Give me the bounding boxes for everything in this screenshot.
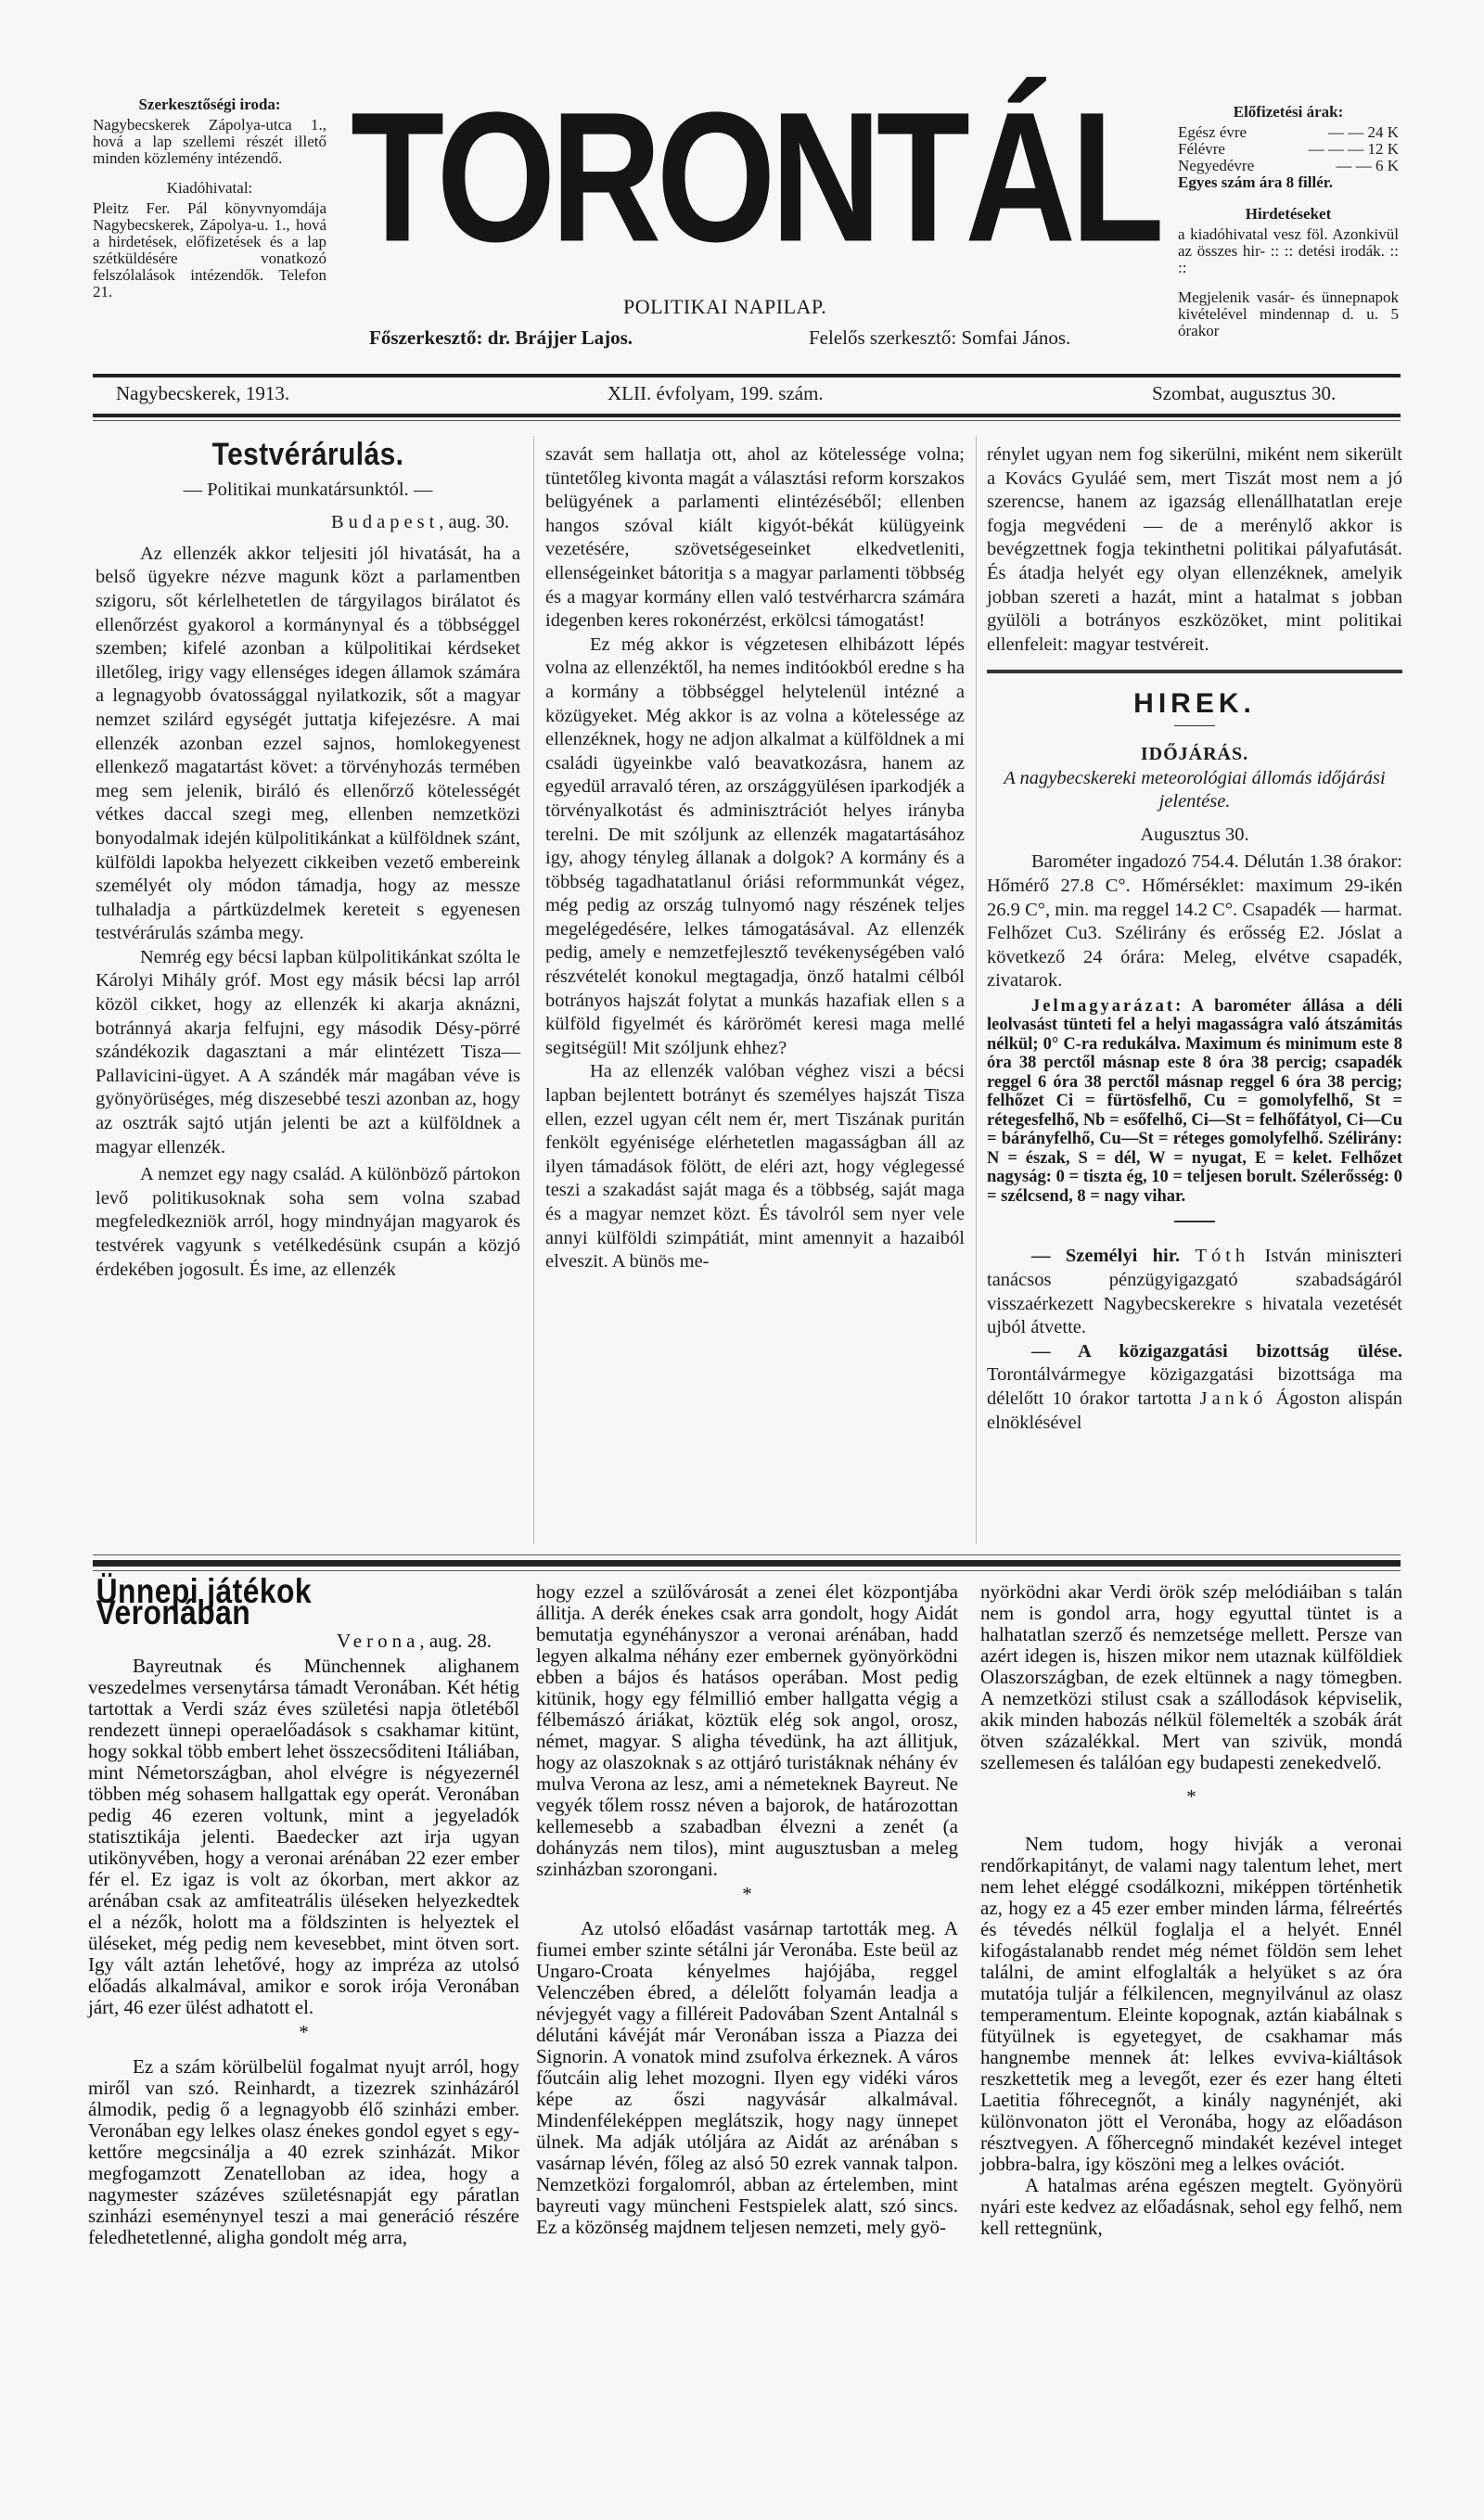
- paragraph: Ez a szám körülbelül fogalmat nyujt arról, hogy miről van szó. Reinhardt, a tizezrek szinházáról álmodik, pedig ő a legnagyobb élő szinházi ember. Veronában egy lelkes olasz énekes gondol egyet s egy-kettőre megcsinálja a 40 ezrek szinházát. Mikor megfogamzott Zenatelloban az idea, hogy a nagymester százéves születésnapját egy páratlan szinházi eseménynyel teszi a mai generáció részére feledhetetlenné, aligha gondolt még arra,: [88, 2055, 519, 2248]
- paragraph: A nemzet egy nagy család. A különböző pártokon levő politikusoknak soha sem volna szabad megfeledkezniök arról, hogy mindnyájan magyarok és testvérek vagyunk s vetélkedésünk csupán a közjó érdekében jogosult. És ime, az ellenzék: [96, 1164, 520, 1280]
- paragraph: szavát sem hallatja ott, ahol az kötelessége volna; tüntetőleg kivonta magát a választási reform korszakos belügyének a parlamenti elintézéséből; ellenben hangos szóval kiált kigyót-békát külügyeink vezetésére, szövetségeseinket elkedvetleniti, ellenségeinket bátoritja s a magyar parlamenti többség és a magyar kormány ellen való testvérharcra számára idegenben keres rokonérzést, erkölcsi támogatást!: [545, 444, 965, 632]
- publisher-text: Pleitz Fer. Pál könyvnyomdája Nagybecskerek, Zápolya-u. 1., hová a hirdetések, előfizetések és a lap szétküldésére vonatkozó felszólalások intézendők. Telefon 21.: [93, 199, 326, 301]
- publisher-heading: Kiadóhivatal:: [166, 179, 253, 197]
- section-rule: [987, 670, 1402, 673]
- column-divider: [533, 436, 534, 1544]
- article-title: Ünnepi játékok Veronában: [96, 1572, 312, 1631]
- editorial-office-box: [93, 96, 326, 313]
- paragraph: Nem tudom, hogy hivják a veronai rendőrkapitányt, de valami nagy talentum lehet, mert nem lehet eléggé csodálkozni, miképpen történhetik az, hogy ez a 45 ezer ember minden lárma, félreértés és tévedés nélkül foglalja el a helyét. Ennél kifogástalanabb rendet még német földön sem lehet találni, de amint elfoglalták a helyüket s az óra mutatója tuljár a félkilencen, megnyilvánul az olasz temperamentum. Eleinte kopognak, aztán kiabálnak s fütyülnek is egyetegyet, de csakhamar más hangnembe mennek át: lelkes evviva-kiáltások reszkettetik meg a levegőt, ezer és ezer hang élteti Laetitia főhrecegnőt, a kinály nagynénjét, aki különvonaton jött el Veronába, hogy az előadáson résztvegyen. A főhercegnő mindakét kezével integet jobbra-balra, igy köszöni meg a lelkes ovációt.: [980, 1833, 1402, 2175]
- ads-heading: Hirdetéseket: [1245, 205, 1332, 223]
- ornament-rule: [1174, 1221, 1215, 1222]
- paragraph: Az ellenzék akkor teljesiti jól hivatását, ha a belső ügyekre nézve magunk közt a parlamentben szigoru, sőt kérlelhetetlen de tárgyilagos birálatot és ellenőrzést gyakorol a kormánynyal és a többséggel szemben; kifelé azonban a külpolitikai kérdseket illetőleg, irigy vagy ellenséges idegen államok számára a legnagyobb óvatossággal nyilatkozik, sőt a magyar nemzet szilárd egységét juttatja kifejezésre. A mai ellenzék azonban ezzel sajnos, homlokegyenest ellenkező magatartást követ: a törvényhozás termében meg sem jelenik, biráló és ellenőrző kötelességét vétkes daccal szegi meg, ellenben nemzetközi bonyodalmak idején külpolitikánkat a külföldnek szánt, külföldi lapokba helyezett cikkeiben vezető embereink személyét oly módon támadja, hogy az messze tulhaladja a pártküzdelmek kereteit s egyenesen testvérárulás számba megy.: [96, 543, 520, 944]
- section-star: *: [742, 1883, 752, 1905]
- weather-subheading: A nagybecskereki meteorológiai állomás időjárási jelentése.: [1004, 767, 1386, 812]
- article-verona-col3: [980, 1581, 1402, 2239]
- article-verona-col1: [88, 1572, 519, 2248]
- article-testverarulas-col2: [545, 443, 965, 1274]
- section-star: *: [1186, 1785, 1196, 1808]
- paragraph: Az utolsó előadást vasárnap tartották meg. A fiumei ember szinte sétálni jár Veronába. Este beül az Ungaro-Croata kényelmes hajójába, reggel Velenczében ébred, a délelőtt folyamán leadja a névjegyét vagy a filléreit Padovában Szent Antalnál s délutáni kávéját már Veronában issza a Piazza dei Signorin. A vonatok mind zsufolva érkeznek. A város főutcáin alig lehet mozogni. Ilyen egy vidéki város képe az őszi nagyvásár alkalmával. Mindenféleképpen meglátszik, hogy nagy ünnepet ülnek. Ma adják utóljára az Aidát az arénában s vasárnap lévén, főleg az alsó 50 ezrek vannak talpon. Nemzetközi forgalomról, abban az értelemben, mint bayreuti vagy müncheni Festspielek alatt, szó sincs. Ez a közönség majdnem teljesen nemzeti, mely gyö-: [536, 1917, 958, 2238]
- masthead-rule-thin: [93, 420, 1401, 421]
- news-item-committee: — A közigazgatási bizottság ülése. Torontálvármegye közigazgatási bizottsága ma délelőtt 10 órakor tartotta Jankó Ágoston alispán elnöklésével: [987, 1340, 1402, 1433]
- dateline-place-year: Nagybecskerek, 1913.: [116, 382, 290, 404]
- subscription-box: [1178, 104, 1399, 339]
- weather-heading: IDŐJÁRÁS.: [1140, 743, 1249, 764]
- news-column: [987, 443, 1402, 1435]
- paragraph: nyörködni akar Verdi örök szép melódiáiban s talán nem is gondol arra, hogy egyuttal tüntet is a halhatatlan szerző és nemzetsége mellett. Persze van azért idegen is, hiszen mikor nem utaznak külföldiek Olaszországban, de ezek eltünnek a nagy tömegben. A nemzetközi stilust csak a szállodások képviselik, akik minden habozás nélkül fölemelték a szobák árát ötven százalékkal. Mert van szivük, mondá szellemesen és találóan egy budapesti zenekedvelő.: [980, 1580, 1402, 1773]
- article-dateline: Verona, aug. 28.: [336, 1630, 492, 1652]
- price-row: Félévre — — — 12 K: [1178, 140, 1399, 158]
- chief-editor: Főszerkesztő: dr. Brájjer Lajos.: [369, 326, 633, 349]
- single-issue-price: Egyes szám ára 8 fillér.: [1178, 173, 1333, 191]
- article-dateline: Budapest, aug. 30.: [330, 512, 509, 533]
- ads-text: a kiadóhivatal vesz föl. Azonkivül az összes hir- :: :: detési irodák. :: ::: [1178, 225, 1399, 276]
- paragraph: A hatalmas aréna egészen megtelt. Gyönyörü nyári este kedvez az előadásnak, sehol egy felhő, nem kell rettegnünk,: [980, 2174, 1402, 2239]
- article-testverarulas-col1: [96, 437, 520, 1282]
- section-star: *: [299, 2021, 309, 2043]
- article-verona-col2: [536, 1581, 958, 2238]
- section-rule-thick: [93, 1560, 1401, 1567]
- column-divider: [976, 436, 977, 1544]
- publication-schedule: Megjelenik vasár- és ünnepnapok kivételével mindennap d. u. 5 órakor: [1178, 288, 1399, 339]
- weather-legend: Jelmagyarázat: A barométer állása a déli leolvasást tünteti fel a helyi magasságra való átszámitás nélkül; 0° C-ra redukálva. Maximum és minimum este 8 óra 38 perctől másnap este 8 óra 38 percig; csapadék reggel 6 óra 38 perctől másnap reggel 6 óra 38 percig; felhőzet Ci = fürtösfelhő, Cu = gomolyfelhő, St = rétegesfelhő, Nb = esőfelhő, Ci—St = felhőfátyol, Ci—Cu = bárányfelhő, Cu—St = réteges gomolyfelhő. Szélirány: N = észak, S = dél, W = nyugat, E = kelet. Felhőzet nagyság: 0 = tiszta ég, 10 = teljesen borult. Szélerősség: 0 = szélcsend, 8 = nagy vihar.: [987, 996, 1402, 1206]
- price-row: Negyedévre — — 6 K: [1178, 157, 1399, 174]
- office-text: Nagybecskerek Zápolya-utca 1., hová a lap szellemi részét illető minden közlemény intézendő.: [93, 116, 326, 167]
- weather-date: Augusztus 30.: [1140, 824, 1249, 845]
- paragraph: hogy ezzel a szülővárosát a zenei élet központjába állitja. A derék énekes csak arra gondolt, hogy Aidát bemutatja egynéhányszor a veronai arénában, hadd legyen alkalma néhány ezer embernek gyönyörködni ebben a bájos és hatásos operában. Most pedig kitünik, hogy egy félmillió ember hallgatta végig a félbemászó áriákat, köztük elég sok angol, orosz, német, magyar. S aligha tévedünk, ha azt állitjuk, hogy az olaszoknak s az ottjáró turistáknak néhány év mulva Verona az lesz, ami a németeknek Bayreut. Ne vegyék tőlem rossz néven a bajorok, de határozottan kellemesebb a szabadban élvezni a zenét (a dohányzás nem tilos), mint augusztusban a meleg szinházban szorongani.: [536, 1580, 958, 1880]
- newspaper-title: TORONTÁL: [351, 73, 1159, 281]
- paragraph: Ez még akkor is végzetesen elhibázott lépés volna az ellenzéktől, ha nemes inditóokból eredne s ha a kormány a többséggel helytelenül intézné a közügyeket. Még akkor is az volna a kötelessége az ellenzéknek, hogy ne adjon alkalmat a külföldnek a mi családi ügyeinkbe való beavatkozásra, hanem az egyedül arravaló téren, az országgyülésen iparkodjék a törvényalkotást és adminisztrációt helyes irányba terelni. De mit szóljunk az ellenzék magatartásához igy, ahogy tényleg állanak a dolgok? A kormány és a többség tagadhatatlanul óriási reformmunkát végez, még pedig az ország tulnyomó nagy részének teljes megelégedésére, lelkes támogatásával. Az ellenzék pedig, amely e nemzetfejlesztő tevékenységében való részvételét konokul megtagadja, önző hatalmi célból botrányos hajszát folytat a munkás hazafiak ellen s a külföld figyelmét és kárörömét keresi maga mellé segitségül! Mit szóljunk ehhez?: [545, 633, 965, 1058]
- paragraph: Ha az ellenzék valóban véghez viszi a bécsi lapban bejlentett botrányt és személyes hajszát Tisza ellen, ezzel ugyan célt nem ér, mert Tiszának puritán fenkölt egyénisége elérhetetlen magasságban áll az ilyen támadások fölött, de eléri azt, hogy véglegessé teszi a szakadást saját maga és a többség, saját maga és a magyar nemzet közt. És távolról sem nyer vele annyi külföldi szimpátiát, mint amennyit a hazaiból elveszit. A bünös me-: [545, 1061, 965, 1273]
- weather-report: Barométer ingadozó 754.4. Délután 1.38 órakor: Hőmérő 27.8 C°. Hőmérséklet: maximum 29-ikén 26.9 C°, min. ma reggel 14.2 C°. Csapadék — harmat. Felhőzet Cu3. Szélirány és erősség E2. Jóslat a következő 24 órára: Meleg, elvétve csapadék, zivatarok.: [987, 851, 1402, 991]
- masthead-rule-bottom: [93, 414, 1401, 417]
- prices-heading: Előfizetési árak:: [1233, 103, 1344, 121]
- masthead-rule-top: [93, 374, 1401, 377]
- section-rule-thin: [93, 1570, 1401, 1571]
- paragraph: Bayreutnak és Münchennek alighanem veszedelmes versenytársa támadt Veronában. Két hétig tartottak a Verdi száz éves születési napja ötletéből rendezett ünnepi operaelőadások s csakhamar kitünt, hogy sokkal több embert lehet összecsőditeni Itáliában, mint Németországban, ahol elvégre is négyezernél többen még sohasem hallgattak egy operát. Veronában pedig 46 ezeren voltunk, mint a jegyeladók statisztikája jelenti. Baedecker azt irja ugyan utikönyvében, hogy a veronai arénában 22 ezer ember fér el. Ez igaz is volt az ókorban, mert akkor az arénában csak az amfiteatrális üléseken helyezkedtek el a nézők, holott ma a földszinten is helyeztek el üléseket, még pedig nem kevesebbet, mint ötven sort. Igy vált aztán lehetővé, hogy az impréza az utolsó előadás alkalmával, amikor e sorok irója Veronában járt, 46 ezer ülést adhatott el.: [88, 1655, 519, 2018]
- news-item-personal: — Személyi hir. Tóth István miniszteri tanácsos pénzügyigazgató szabadságáról visszaérkezett Nagybecskerekre s hivatala vezetését ujból átvette.: [987, 1246, 1402, 1338]
- paragraph: rénylet ugyan nem fog sikerülni, miként nem sikerült a Kovács Gyuláé sem, mert Tiszát most nem a jó szerencse, hanem az igazság ellenállhatatlan ereje fogja megvédeni — de a merénylő akkor is bevégzettnek fogja tekinthetni politikai pályafutását. És átadja helyét egy olyan ellenzéknek, amelyik jobban szereti a hazát, mint a hatalmat s jobban gyülöli a botrányos eszközöket, mint politikai ellenfeleit: magyar testvéreit.: [987, 444, 1402, 655]
- dateline-date: Szombat, augusztus 30.: [1152, 382, 1337, 404]
- article-byline: — Politikai munkatársunktól. —: [183, 479, 433, 500]
- newspaper-subtitle: POLITIKAI NAPILAP.: [623, 295, 827, 318]
- dateline-volume: XLII. évfolyam, 199. szám.: [608, 382, 824, 404]
- section-rule-thin: [93, 1554, 1401, 1555]
- office-heading: Szerkesztőségi iroda:: [138, 96, 281, 113]
- price-row: Egész évre — — 24 K: [1178, 123, 1399, 141]
- article-title: Testvérárulás.: [211, 437, 404, 472]
- responsible-editor: Felelős szerkesztő: Somfai János.: [809, 326, 1071, 349]
- news-section-title: HIREK.: [1133, 688, 1256, 720]
- ornament-rule: [1174, 725, 1215, 726]
- paragraph: Nemrég egy bécsi lapban külpolitikánkat szólta le Károlyi Mihály gróf. Most egy másik bécsi lap arról közöl cikket, hogy az ellenzék ki akarja aknázni, botránnyá akarja felfujni, egy második Désy-pörré szándékozik dagasztani a már elintézett Tisza—Pallavicini-ügyet. A A szándék már magában véve is gyönyörüséges, még diszesebbé teszi azonban az, hogy az osztrák sajtó utján jelenti be azt a külföldnek a magyar ellenzék.: [96, 946, 520, 1158]
